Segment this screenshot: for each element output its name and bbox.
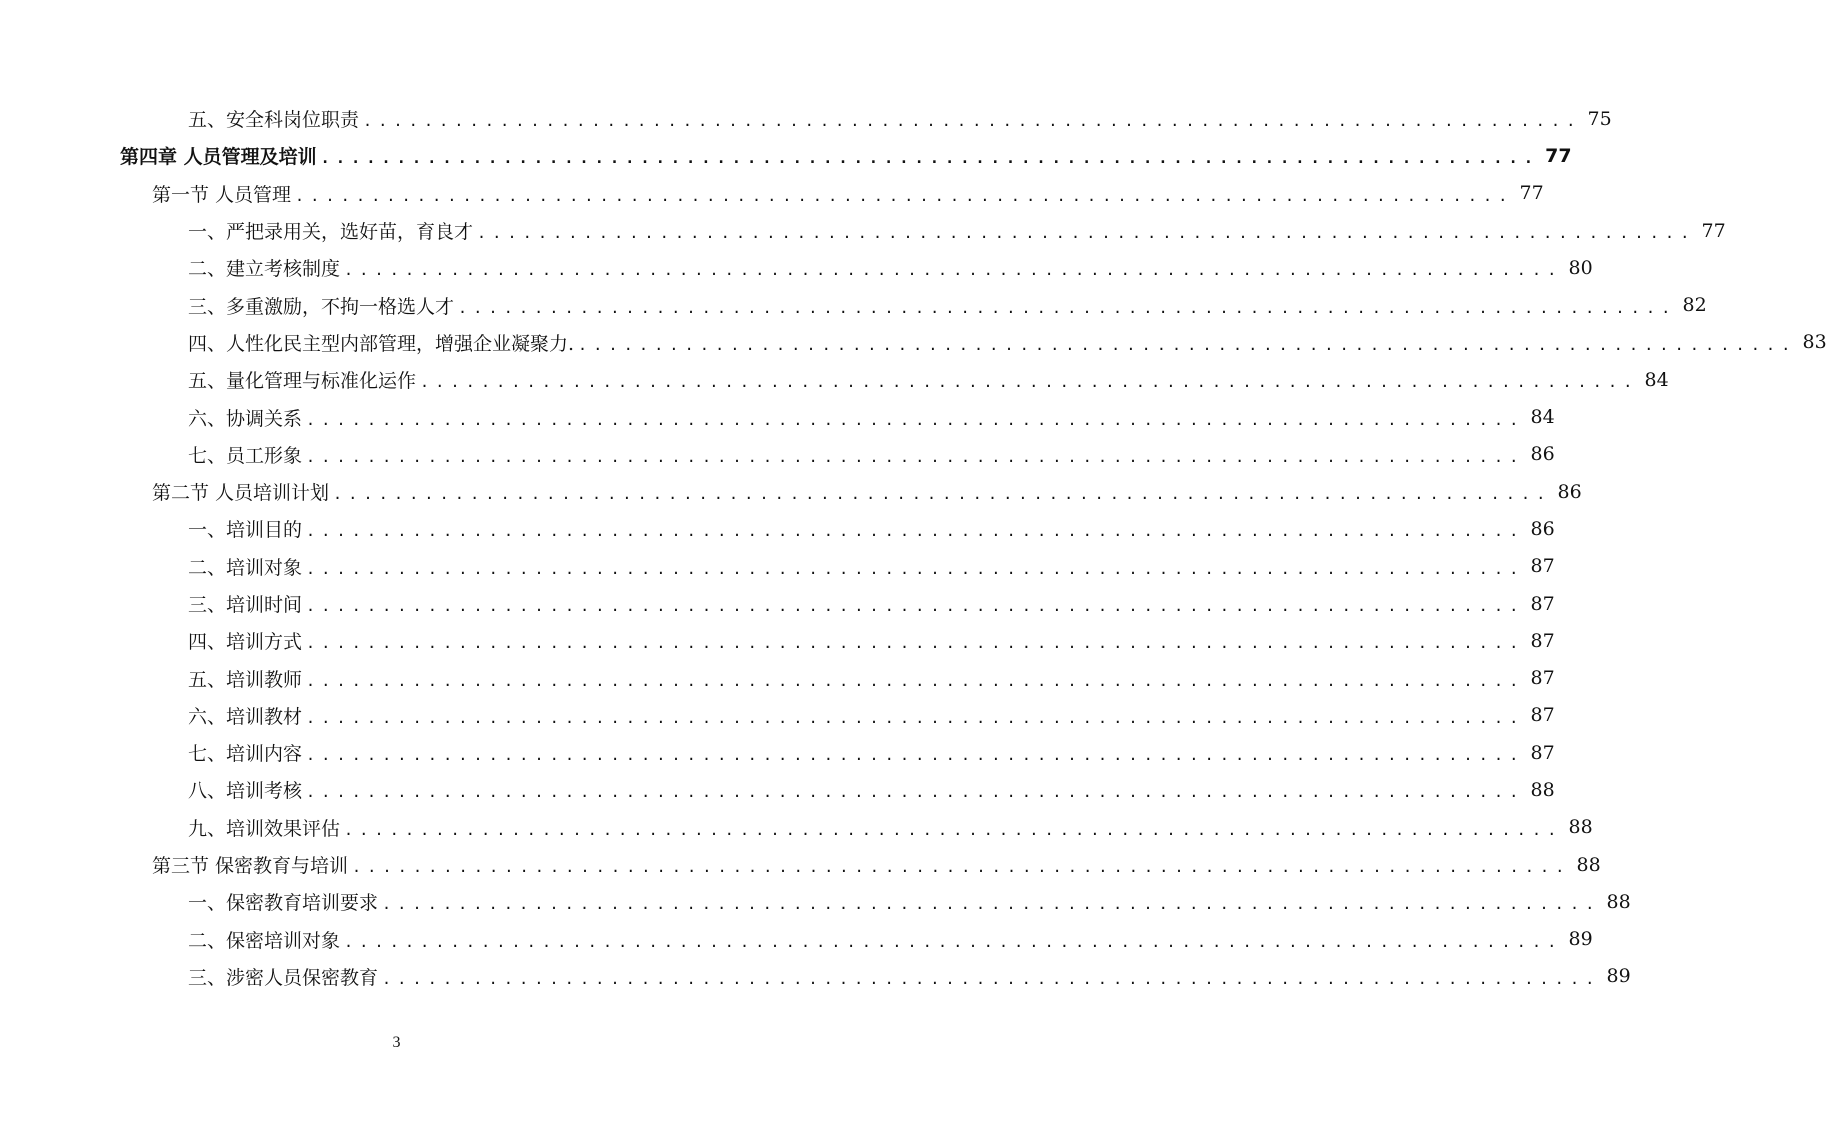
toc-entry-title: 七、员工形象 [188, 444, 303, 467]
toc-entry-page: 80 [1568, 256, 1593, 279]
toc-entry-page: 86 [1530, 443, 1555, 466]
toc-entry-title: 三、多重激励，不拘一格选人才 [188, 295, 455, 318]
toc-entry-title: 一、严把录用关，选好苗，育良才 [188, 221, 474, 244]
toc-entry-title: 四、人性化民主型内部管理，增强企业凝聚力. [188, 332, 575, 355]
toc-section-entry[interactable] [0, 175, 1544, 212]
toc-entry-page: 88 [1576, 853, 1601, 876]
toc-entry-page: 87 [1530, 555, 1555, 578]
toc-entry-title: 五、安全科岗位职责 [188, 109, 360, 132]
toc-entry-page: 86 [1530, 517, 1555, 540]
toc-section-entry[interactable] [0, 846, 1601, 883]
toc-entry-page: 89 [1606, 965, 1631, 988]
toc-dot-leader: ................................................................................ [333, 485, 1552, 504]
toc-dot-leader: ................................................................................ [306, 447, 1525, 466]
toc-entry-title: 八、培训考核 [188, 780, 303, 803]
toc-entry-page: 84 [1530, 406, 1555, 429]
toc-item-entry[interactable] [0, 548, 1555, 585]
toc-entry-page: 89 [1568, 928, 1593, 951]
toc-entry-page: 75 [1587, 107, 1612, 130]
toc-dot-leader: ................................................................................ [363, 112, 1582, 131]
toc-dot-leader: ................................................................................ [344, 820, 1563, 839]
toc-item-entry[interactable] [0, 697, 1555, 734]
toc-entry-title: 一、保密教育培训要求 [188, 892, 379, 915]
toc-entry-page: 87 [1530, 629, 1555, 652]
toc-entry-page: 84 [1644, 368, 1669, 391]
toc-entry-page: 88 [1530, 778, 1555, 801]
toc-item-entry[interactable] [0, 100, 1612, 137]
toc-dot-leader: ................................................................................ [306, 410, 1525, 429]
toc-entry-title: 第一节 人员管理 [152, 183, 292, 206]
toc-entry-page: 82 [1682, 294, 1707, 317]
toc-item-entry[interactable] [0, 436, 1555, 473]
toc-entry-title: 二、保密培训对象 [188, 929, 341, 952]
toc-entry-title: 七、培训内容 [188, 743, 303, 766]
toc-entry-title: 三、培训时间 [188, 594, 303, 616]
toc-dot-leader: ................................................................................ [420, 373, 1639, 392]
toc-entry-title: 二、培训对象 [188, 556, 303, 579]
toc-entry-title: 九、培训效果评估 [188, 817, 341, 840]
toc-dot-leader: ................................................................................ [306, 746, 1525, 765]
toc-item-entry[interactable] [0, 659, 1555, 696]
toc-entry-page: 77 [1545, 144, 1572, 167]
toc-chapter-entry[interactable] [0, 137, 1572, 174]
toc-item-entry[interactable] [0, 212, 1726, 249]
toc-section-entry[interactable] [0, 473, 1582, 510]
toc-entry-title: 一、培训目的 [188, 519, 303, 542]
toc-entry-title: 四、培训方式 [188, 631, 303, 654]
toc-item-entry[interactable] [0, 286, 1707, 323]
toc-dot-leader: ................................................................................ [352, 858, 1571, 877]
toc-item-entry[interactable] [0, 249, 1593, 286]
toc-entry-page: 87 [1530, 704, 1555, 727]
toc-dot-leader: ................................................................................ [295, 186, 1514, 205]
toc-item-entry[interactable] [0, 510, 1555, 547]
toc-entry-page: 87 [1530, 741, 1555, 764]
toc-item-entry[interactable] [0, 324, 1827, 361]
toc-entry-title: 五、培训教师 [188, 668, 303, 691]
toc-entry-title: 第二节 人员培训计划 [152, 482, 330, 505]
toc-item-entry[interactable] [0, 398, 1555, 435]
toc-entry-page: 77 [1519, 182, 1544, 205]
toc-entry-title: 三、涉密人员保密教育 [188, 966, 379, 989]
toc-dot-leader: ................................................................................ [320, 149, 1540, 168]
toc-entry-title: 第四章 人员管理及培训 [120, 146, 317, 169]
toc-item-entry[interactable] [0, 585, 1555, 622]
toc-item-entry[interactable] [0, 771, 1555, 808]
toc-dot-leader: ................................................................................ [306, 597, 1525, 615]
toc-entry-page: 77 [1701, 219, 1726, 242]
toc-entry-title: 六、培训教材 [188, 705, 303, 728]
toc-entry-title: 五、量化管理与标准化运作 [188, 370, 417, 393]
toc-dot-leader: ................................................................................ [306, 559, 1525, 578]
toc-entry-title: 六、协调关系 [188, 407, 303, 430]
toc-dot-leader: ................................................................................ [344, 932, 1563, 951]
toc-dot-leader: ................................................................................ [306, 671, 1525, 690]
toc-dot-leader: ................................................................................ [306, 708, 1525, 727]
toc-dot-leader: ................................................................................ [458, 298, 1677, 317]
toc-entry-page: 88 [1568, 816, 1593, 839]
toc-entry-page: 88 [1606, 890, 1631, 913]
toc-entry-title: 二、建立考核制度 [188, 258, 341, 281]
toc-dot-leader: ................................................................................ [477, 224, 1696, 243]
toc-item-entry[interactable] [0, 958, 1631, 995]
toc-entry-title: 第三节 保密教育与培训 [152, 855, 349, 878]
toc-item-entry[interactable] [0, 883, 1631, 920]
toc-entry-page: 87 [1530, 667, 1555, 690]
toc-entry-page: 86 [1557, 480, 1582, 503]
page-number: 3 [392, 1034, 401, 1051]
toc-dot-leader: ................................................................................ [306, 783, 1525, 802]
table-of-contents [0, 100, 1827, 995]
toc-dot-leader: ................................................................................ [306, 634, 1525, 653]
toc-dot-leader: ................................................................................ [578, 335, 1797, 354]
toc-item-entry[interactable] [0, 809, 1593, 846]
toc-item-entry[interactable] [0, 361, 1669, 398]
toc-entry-page: 87 [1530, 592, 1555, 615]
toc-dot-leader: ................................................................................ [382, 969, 1601, 988]
toc-item-entry[interactable] [0, 921, 1593, 958]
toc-item-entry[interactable] [0, 734, 1555, 771]
toc-entry-page: 83 [1802, 331, 1827, 354]
toc-dot-leader: ................................................................................ [344, 261, 1563, 280]
toc-dot-leader: ................................................................................ [382, 895, 1601, 914]
toc-item-entry[interactable] [0, 622, 1555, 659]
toc-dot-leader: ................................................................................ [306, 522, 1525, 541]
